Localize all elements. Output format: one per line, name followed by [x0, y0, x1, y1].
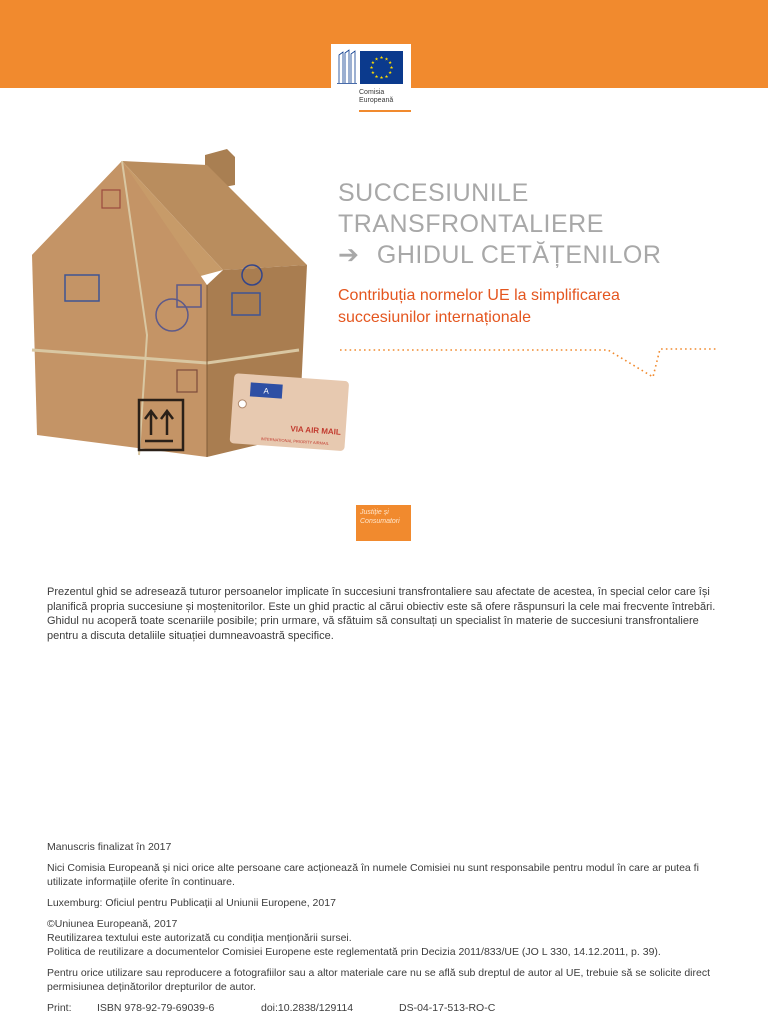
eu-star-icon: ★ [374, 73, 379, 79]
isbn: ISBN 978-92-79-69039-6 [97, 1002, 215, 1014]
print-identifiers [47, 1001, 737, 1015]
eu-star-icon: ★ [369, 65, 374, 71]
title-line-1: SUCCESIUNILE [338, 179, 529, 207]
logo-label: Comisia Europeană [359, 89, 394, 104]
legal-notice [47, 840, 737, 1015]
policy-area-badge: Justiție și Consumatori [356, 505, 411, 541]
document-title [338, 178, 738, 271]
title-line-3: GHIDUL CETĂȚENILOR [376, 241, 662, 269]
cardboard-house-image [27, 145, 352, 470]
eu-star-icon: ★ [384, 56, 389, 62]
print-label: Print: [47, 1002, 72, 1014]
eu-star-icon: ★ [370, 70, 375, 76]
european-commission-logo[interactable] [331, 44, 411, 114]
eu-star-icon: ★ [388, 70, 393, 76]
disclaimer: Nici Comisia Europeană și nici orice alte persoane care acționează în numele Comisiei nu sunt responsabile pentru modul în care ar putea fi utilizate informațiile oferite în continuare. [47, 862, 699, 888]
doi: doi:10.2838/129114 [261, 1002, 354, 1014]
document-subtitle: Contribuția normelor UE la simplificarea succesiunilor internaționale [338, 287, 620, 326]
tag-airmail-text: VIA AIR MAIL [290, 424, 342, 437]
eu-star-icon: ★ [379, 55, 384, 61]
eu-star-icon: ★ [389, 65, 394, 71]
eu-star-icon: ★ [388, 60, 393, 66]
publisher: Luxemburg: Oficiul pentru Publicații al Uniunii Europene, 2017 [47, 897, 336, 909]
svg-text:A: A [263, 386, 270, 396]
title-line-2: TRANSFRONTALIERE [338, 210, 604, 238]
eu-star-icon: ★ [370, 60, 375, 66]
copyright: ©Uniunea Europeană, 2017 Reutilizarea textului este autorizată cu condiția menționării sursei. Politica de reutilizare a documentelor Comisiei Europene este reglementată prin Decizia 2011/833/UE (JO L 330, 14.12.2011, p. 39). [47, 918, 661, 958]
intro-paragraph: Prezentul ghid se adresează tuturor persoanelor implicate în succesiuni transfrontaliere sau afectate de acestea, în special celor care își planifică propria succesiune și moștenitorilor. Este un ghid practic al cărui obiectiv este să ofere răspunsuri la cele mai frecvente întrebări. Ghidul nu acoperă toate scenariile posibile; prin urmare, vă sfătuim să consultați un specialist în materie de succesiuni transfrontaliere pentru a discuta detaliile situației dumneavoastră specifice. [47, 586, 716, 642]
catalog-number: DS-04-17-513-RO-C [399, 1002, 496, 1014]
tag-sub-text: INTERNATIONAL PRIORITY AIRMAIL [260, 436, 330, 447]
eu-star-icon: ★ [384, 73, 389, 79]
arrow-right-icon: ➔ [338, 241, 360, 269]
eu-star-icon: ★ [379, 75, 384, 81]
eu-flag-icon [360, 51, 403, 84]
eu-star-icon: ★ [374, 56, 379, 62]
manuscript-date: Manuscris finalizat în 2017 [47, 841, 172, 853]
photo-rights: Pentru orice utilizare sau reproducere a fotografiilor sau a altor materiale care nu se află sub dreptul de autor al UE, trebuie să se solicite direct permisiunea deținătorilor drepturilor de autor. [47, 967, 711, 993]
dotted-divider [338, 343, 718, 383]
logo-underline [359, 110, 411, 112]
commission-building-icon [337, 49, 357, 85]
